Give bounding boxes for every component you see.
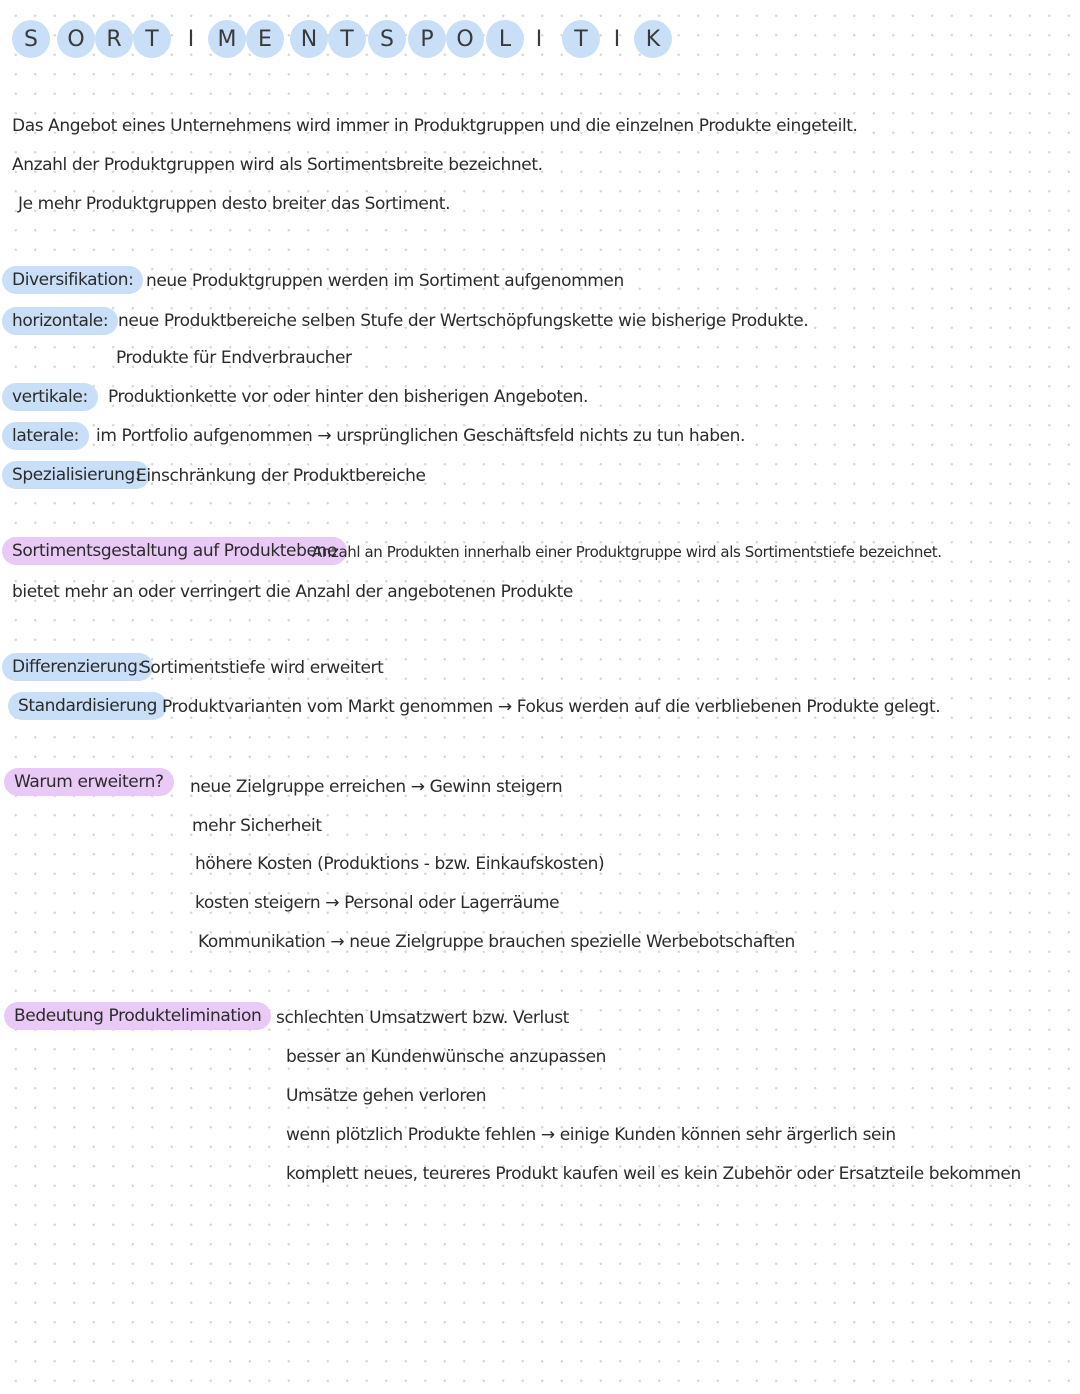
lateral-tag: laterale: xyxy=(2,422,89,450)
standardization-text: Produktvarianten vom Markt genommen → Fokus werden auf die verbliebenen Produkte gelegt. xyxy=(162,697,941,717)
title-letter: O xyxy=(446,20,484,58)
title-letter: I xyxy=(187,26,195,52)
elimination-item: komplett neues, teureres Produkt kaufen weil es kein Zubehör oder Ersatzteile bekommen xyxy=(286,1164,1021,1184)
depth-text-2: bietet mehr an oder verringert die Anzahl der angebotenen Produkte xyxy=(12,582,573,602)
standardization-tag: Standardisierung xyxy=(8,692,167,720)
why-expand-item: mehr Sicherheit xyxy=(192,816,322,836)
lateral-text: im Portfolio aufgenommen → ursprünglichen Geschäftsfeld nichts zu tun haben. xyxy=(96,426,746,446)
title-letter: S xyxy=(368,20,406,58)
specialization-tag: Spezialisierung: xyxy=(2,461,150,489)
title-letter: E xyxy=(246,20,284,58)
title-letter: L xyxy=(486,20,524,58)
horizontal-tag: horizontale: xyxy=(2,307,118,335)
title-letter: P xyxy=(408,20,446,58)
title-letter: S xyxy=(12,20,50,58)
elimination-item: Umsätze gehen verloren xyxy=(286,1086,487,1106)
title-letter: T xyxy=(328,20,366,58)
why-expand-item: neue Zielgruppe erreichen → Gewinn steigern xyxy=(190,777,563,797)
title-letter: I xyxy=(613,26,621,52)
diversification-text: neue Produktgruppen werden im Sortiment aufgenommen xyxy=(146,271,624,291)
differentiation-text: Sortimentstiefe wird erweitert xyxy=(140,658,384,678)
title-letter: N xyxy=(290,20,328,58)
title-letter: I xyxy=(535,26,543,52)
intro-line-3: Je mehr Produktgruppen desto breiter das Sortiment. xyxy=(18,194,451,214)
differentiation-tag: Differenzierung: xyxy=(2,653,153,681)
intro-line-1: Das Angebot eines Unternehmens wird immer in Produktgruppen und die einzelnen Produkte eingeteilt. xyxy=(12,116,858,136)
why-expand-item: höhere Kosten (Produktions - bzw. Einkaufskosten) xyxy=(195,854,605,874)
horizontal-text: neue Produktbereiche selben Stufe der Wertschöpfungskette wie bisherige Produkte. xyxy=(118,311,809,331)
why-expand-item: kosten steigern → Personal oder Lagerräume xyxy=(195,893,560,913)
title-letter: M xyxy=(208,20,246,58)
elimination-item: besser an Kundenwünsche anzupassen xyxy=(286,1047,607,1067)
diversification-tag: Diversifikation: xyxy=(2,266,143,294)
title-letter: T xyxy=(133,20,171,58)
depth-tag: Sortimentsgestaltung auf Produktebene xyxy=(2,537,347,565)
elimination-item: wenn plötzlich Produkte fehlen → einige Kunden können sehr ärgerlich sein xyxy=(286,1125,896,1145)
elimination-item: schlechten Umsatzwert bzw. Verlust xyxy=(276,1008,569,1028)
title-letter: O xyxy=(57,20,95,58)
title-letter: K xyxy=(634,20,672,58)
specialization-text: Einschränkung der Produktbereiche xyxy=(136,466,426,486)
title-letter: T xyxy=(562,20,600,58)
title-letter: R xyxy=(95,20,133,58)
why-expand-item: Kommunikation → neue Zielgruppe brauchen spezielle Werbebotschaften xyxy=(198,932,795,952)
vertical-text: Produktionkette vor oder hinter den bisherigen Angeboten. xyxy=(108,387,589,407)
page-title xyxy=(10,20,710,60)
depth-text: Anzahl an Produkten innerhalb einer Produktgruppe wird als Sortimentstiefe bezeichnet. xyxy=(312,543,942,561)
why-expand-tag: Warum erweitern? xyxy=(4,768,174,796)
vertical-tag: vertikale: xyxy=(2,383,98,411)
intro-line-2: Anzahl der Produktgruppen wird als Sortimentsbreite bezeichnet. xyxy=(12,155,543,175)
horizontal-text-2: Produkte für Endverbraucher xyxy=(116,348,352,368)
elimination-tag: Bedeutung Produktelimination xyxy=(4,1002,271,1030)
